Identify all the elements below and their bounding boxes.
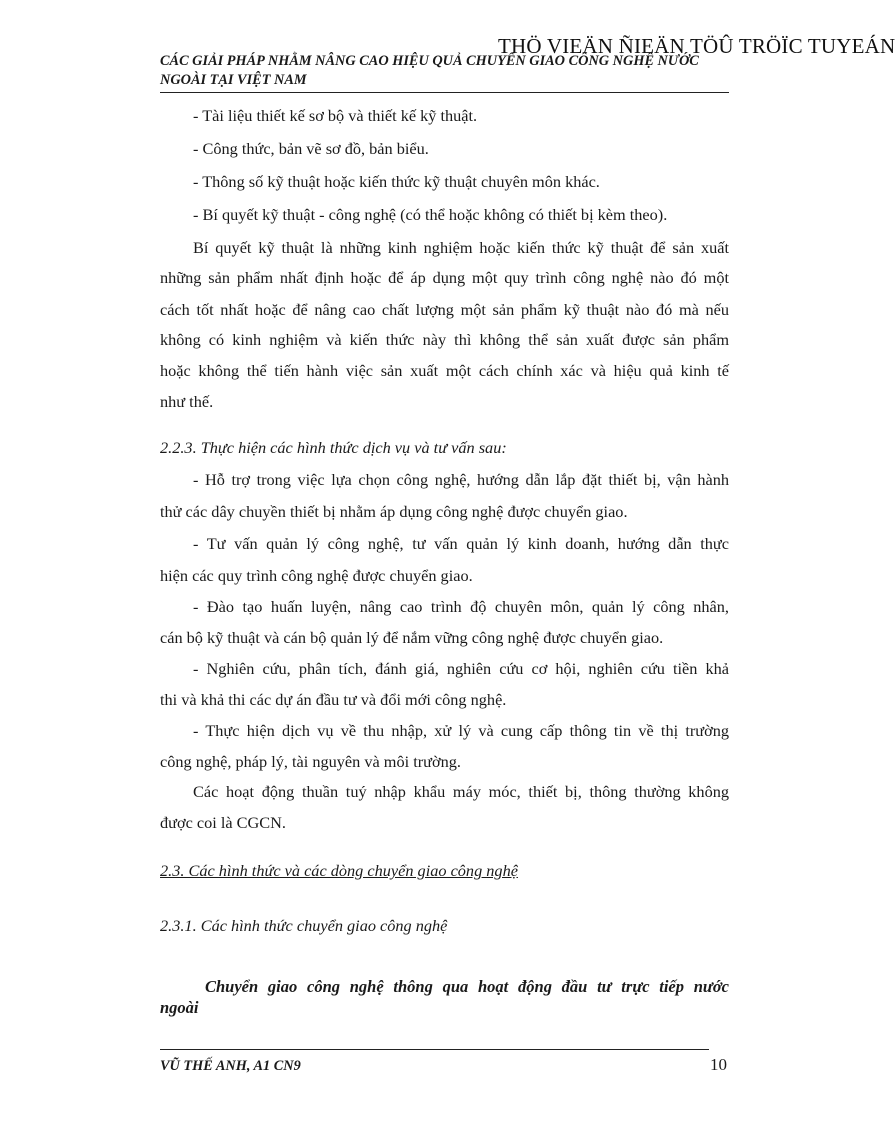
footer-author: VŨ THẾ ANH, A1 CN9 <box>160 1058 301 1074</box>
header-divider <box>160 92 729 93</box>
service-line-8: thi và khả thi các dự án đầu tư và đổi mới công nghệ. <box>160 690 507 709</box>
bullet-design-docs: - Tài liệu thiết kế sơ bộ và thiết kế kỹ thuật. <box>193 106 478 125</box>
bullet-know-how: - Bí quyết kỹ thuật - công nghệ (có thể hoặc không có thiết bị kèm theo). <box>193 205 668 224</box>
service-line-4: hiện các quy trình công nghệ được chuyển giao. <box>160 566 473 585</box>
know-how-paragraph-line-1: Bí quyết kỹ thuật là những kinh nghiệm hoặc kiến thức kỹ thuật để sản xuất <box>193 238 729 257</box>
page-number: 10 <box>710 1055 727 1074</box>
service-line-7: - Nghiên cứu, phân tích, đánh giá, nghiên cứu cơ hội, nghiên cứu tiền khả <box>193 659 729 678</box>
service-line-9: - Thực hiện dịch vụ về thu nhập, xử lý và cung cấp thông tin về thị trường <box>193 721 729 740</box>
watermark-text: THÖ VIEÄN ÑIEÄN TÖÛ TRÖÏC TUYEÁN <box>498 34 895 58</box>
know-how-paragraph-line-5: hoặc không thể tiến hành việc sản xuất một cách chính xác và hiệu quả kinh tế <box>160 361 729 380</box>
know-how-paragraph-line-6: như thế. <box>160 392 214 411</box>
subheading-fdi-line-1: Chuyển giao công nghệ thông qua hoạt động đầu tư trực tiếp nước <box>205 977 729 996</box>
know-how-paragraph-line-4: không có kinh nghiệm và kiến thức này thì không thể sản xuất được sản phẩm <box>160 330 729 349</box>
service-line-1: - Hỗ trợ trong việc lựa chọn công nghệ, hướng dẫn lắp đặt thiết bị, vận hành <box>193 470 729 489</box>
know-how-paragraph-line-2: những sản phẩm nhất định hoặc để áp dụng một quy trình công nghệ nào đó một <box>160 268 729 287</box>
section-heading-2-3: 2.3. Các hình thức và các dòng chuyển giao công nghệ <box>160 861 518 880</box>
section-heading-2-3-1: 2.3.1. Các hình thức chuyển giao công nghệ <box>160 916 448 935</box>
service-line-5: - Đào tạo huấn luyện, nâng cao trình độ chuyên môn, quản lý công nhân, <box>193 597 729 616</box>
section-heading-2-2-3: 2.2.3. Thực hiện các hình thức dịch vụ và tư vấn sau: <box>160 438 507 457</box>
service-line-6: cán bộ kỹ thuật và cán bộ quản lý để nắm vững công nghệ được chuyển giao. <box>160 628 664 647</box>
cgcn-paragraph-line-2: được coi là CGCN. <box>160 813 286 832</box>
service-line-3: - Tư vấn quản lý công nghệ, tư vấn quản lý kinh doanh, hướng dẫn thực <box>193 534 729 553</box>
footer-divider <box>160 1049 709 1050</box>
know-how-paragraph-line-3: cách tốt nhất hoặc để nâng cao chất lượng một sản phẩm kỹ thuật nào đó mà nếu <box>160 300 729 319</box>
service-line-2: thử các dây chuyền thiết bị nhằm áp dụng công nghệ được chuyển giao. <box>160 502 628 521</box>
running-header-title <box>160 52 740 90</box>
cgcn-paragraph-line-1: Các hoạt động thuần tuý nhập khẩu máy móc, thiết bị, thông thường không <box>193 782 729 801</box>
subheading-fdi-line-2: ngoài <box>160 998 199 1017</box>
bullet-specs: - Thông số kỹ thuật hoặc kiến thức kỹ thuật chuyên môn khác. <box>193 172 600 191</box>
header-title-line-1: CÁC GIẢI PHÁP NHẰM NÂNG CAO HIỆU QUẢ CHUYỂN GIAO CÔNG NGHỆ NƯỚC <box>160 53 699 69</box>
header-title-line-2: NGOÀI TẠI VIỆT NAM <box>160 72 307 88</box>
service-line-10: công nghệ, pháp lý, tài nguyên và môi trường. <box>160 752 461 771</box>
bullet-formulas: - Công thức, bản vẽ sơ đồ, bản biểu. <box>193 139 429 158</box>
